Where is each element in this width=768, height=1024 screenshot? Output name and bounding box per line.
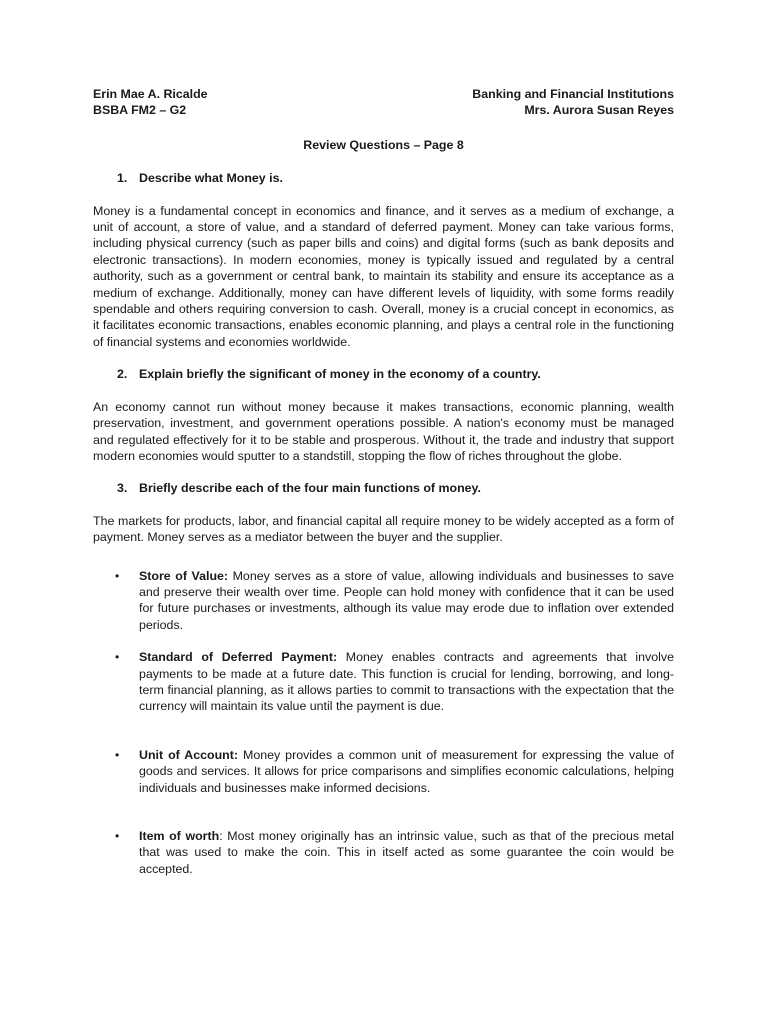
student-info bbox=[93, 86, 208, 119]
function-term: Item of worth bbox=[139, 829, 220, 843]
question-text: Describe what Money is. bbox=[139, 171, 283, 186]
document-page bbox=[93, 86, 674, 877]
function-description: Money enables contracts and agreements that involve payments to be made at a future date. This function is crucial for lending, borrowing, and long-term financial planning, as it allows parties to commit to transactions with the expectation that the currency will maintain its value until the payment is due. bbox=[139, 650, 674, 714]
course-info bbox=[472, 86, 674, 119]
question-1 bbox=[117, 170, 674, 186]
bullet-icon: • bbox=[115, 829, 120, 843]
bullet-icon: • bbox=[115, 747, 120, 762]
instructor-name: Mrs. Aurora Susan Reyes bbox=[524, 103, 674, 118]
page-title: Review Questions – Page 8 bbox=[303, 137, 464, 152]
course-name: Banking and Financial Institutions bbox=[472, 87, 674, 101]
document-header bbox=[93, 86, 674, 119]
author-name: Erin Mae A. Ricalde bbox=[93, 87, 208, 101]
question-text: Explain briefly the significant of money in the economy of a country. bbox=[139, 367, 541, 382]
question-text: Briefly describe each of the four main functions of money. bbox=[139, 481, 481, 496]
answer-2: An economy cannot run without money because it makes transactions, economic planning, wealth preservation, investment, and government operations possible. A nation's economy must be managed and regulated effectively for it to be stable and prosperous. Without it, the trade and industry that support modern economies would sputter to a standstill, stopping the flow of riches throughout the globe. bbox=[93, 399, 674, 463]
list-item bbox=[115, 747, 674, 796]
function-term: Standard of Deferred Payment: bbox=[139, 650, 338, 665]
class-section: BSBA FM2 – G2 bbox=[93, 103, 187, 118]
function-description: : Most money originally has an intrinsic value, such as that of the precious metal that was used to make the coin. This in itself acted as some guarantee the coin would be accepted. bbox=[139, 829, 674, 876]
function-description: Money provides a common unit of measurement for expressing the value of goods and services. It allows for price comparisons and simplifies economic calculations, helping individuals and businesses make informed decisions. bbox=[139, 747, 674, 795]
list-item-text bbox=[139, 747, 674, 796]
question-number: 2. bbox=[117, 367, 128, 382]
bullet-icon: • bbox=[115, 650, 120, 665]
list-item-text bbox=[139, 649, 674, 715]
function-term: Store of Value: bbox=[139, 568, 229, 583]
question-number: 3. bbox=[117, 481, 128, 496]
list-item bbox=[115, 649, 674, 715]
list-item-text bbox=[139, 568, 674, 634]
answer-1: Money is a fundamental concept in economics and finance, and it serves as a medium of exchange, a unit of account, a store of value, and a standard of deferred payment. Money can take various forms, including physical currency (such as paper bills and coins) and digital forms (such as bank deposits and electronic transactions). In modern economies, money is typically issued and regulated by a central authority, such as a government or central bank, to maintain its stability and ensure its acceptance as a medium of exchange. Additionally, money can have different levels of liquidity, with some forms readily spendable and others requiring conversion to cash. Overall, money is a crucial concept in economics, as it facilitates economic transactions, enables economic planning, and plays a central role in the functioning of financial systems and economies worldwide. bbox=[93, 203, 674, 349]
list-item bbox=[115, 568, 674, 634]
question-3 bbox=[117, 480, 674, 496]
question-2 bbox=[117, 366, 674, 382]
bullet-icon: • bbox=[115, 568, 120, 583]
question-number: 1. bbox=[117, 171, 128, 186]
function-description: Money serves as a store of value, allowing individuals and businesses to save and preserve their wealth over time. People can hold money with confidence that it can be used for future purchases or investments, although its value may erode due to inflation over extended periods. bbox=[139, 568, 674, 632]
answer-3-intro: The markets for products, labor, and financial capital all require money to be widely accepted as a form of payment. Money serves as a mediator between the buyer and the supplier. bbox=[93, 513, 674, 545]
money-functions-list bbox=[93, 568, 674, 878]
list-item bbox=[115, 828, 674, 877]
function-term: Unit of Account: bbox=[139, 747, 238, 762]
list-item-text bbox=[139, 828, 674, 877]
